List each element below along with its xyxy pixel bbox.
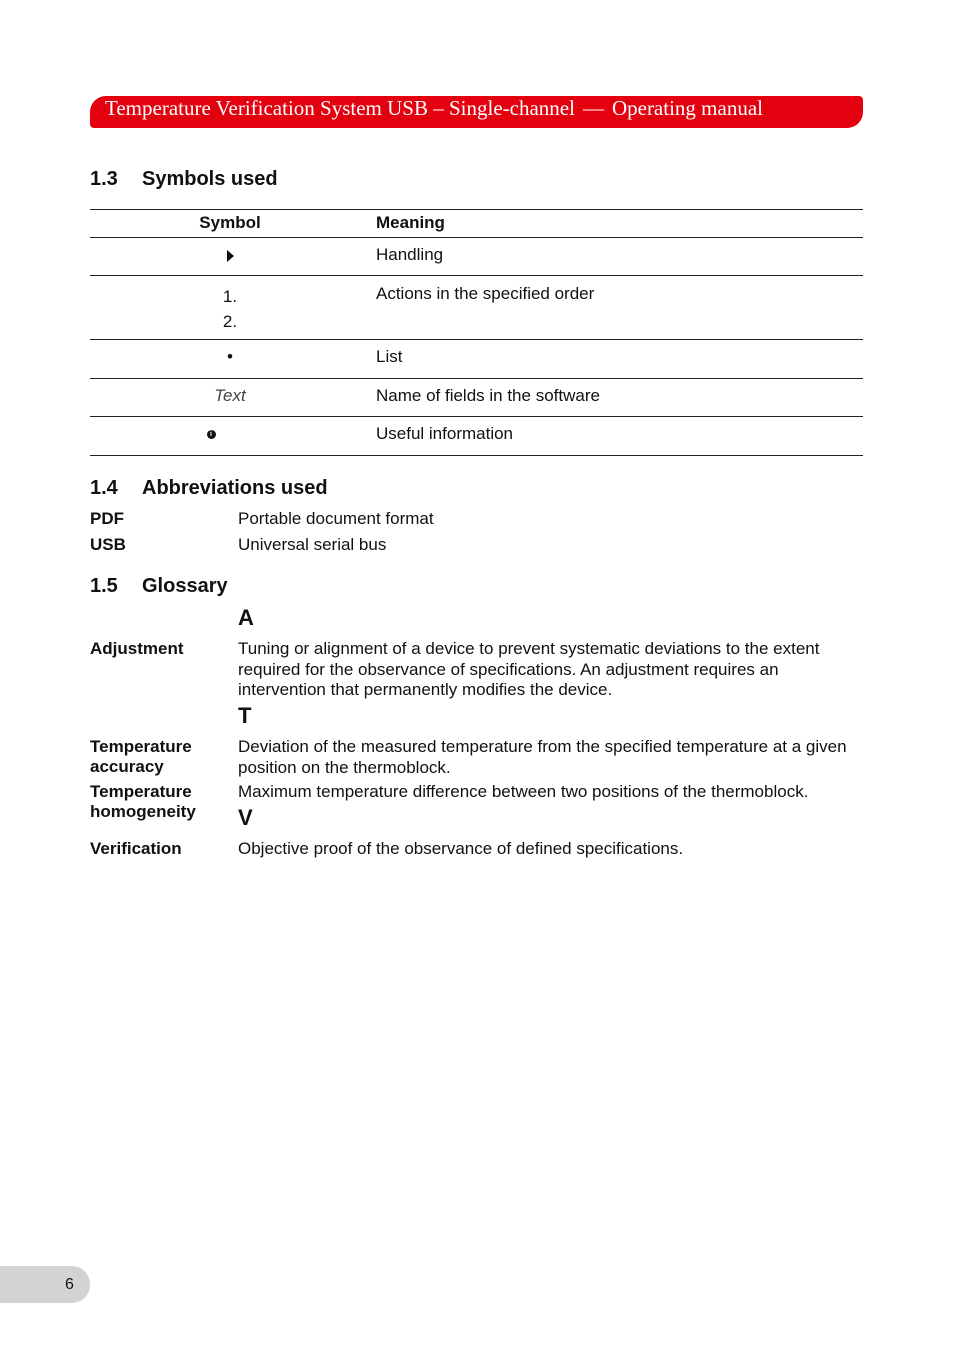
section-number: 1.3 (90, 168, 118, 190)
meaning-cell: List (370, 340, 863, 379)
abbreviation-term: PDF (90, 509, 124, 528)
section-title: Abbreviations used (142, 477, 328, 499)
header-title: Temperature Verification System USB – Single-channel (105, 96, 575, 120)
page-number-tab (0, 1266, 90, 1303)
abbreviation-term: USB (90, 535, 126, 554)
table-row (90, 340, 863, 379)
meaning-cell: Name of fields in the software (370, 379, 863, 417)
page-number: 6 (65, 1276, 74, 1293)
column-header-symbol: Symbol (90, 210, 370, 238)
glossary-letter: T (238, 703, 252, 728)
header-subtitle: Operating manual (611, 96, 763, 120)
section-number: 1.5 (90, 575, 118, 597)
column-header-meaning: Meaning (370, 210, 863, 238)
abbreviation-definition: Portable document format (238, 509, 434, 528)
table-row (90, 379, 863, 417)
table-row (90, 238, 863, 276)
glossary-term-line: accuracy (90, 757, 164, 776)
symbol-cell: • (90, 340, 370, 379)
section-heading-1-3 (90, 167, 278, 191)
ordered-list-symbol (223, 284, 237, 334)
ordered-item-1: 1. (222, 287, 238, 306)
table-row (90, 417, 863, 456)
meaning-cell: Actions in the specified order (370, 276, 863, 340)
symbol-cell (90, 276, 370, 340)
glossary-term: Verification (90, 839, 182, 858)
section-heading-1-4 (90, 476, 328, 500)
abbreviation-definition: Universal serial bus (238, 535, 387, 554)
glossary-term-line: Temperature (90, 782, 192, 801)
header-banner (90, 96, 863, 128)
symbols-table (90, 209, 863, 456)
glossary-definition: Objective proof of the observance of defined specifications. (238, 839, 684, 858)
glossary-term (90, 737, 230, 777)
section-title: Glossary (142, 575, 228, 597)
glossary-definition: Deviation of the measured temperature from the specified temperature at a given position on the thermoblock. (238, 737, 847, 777)
ordered-item-2: 2. (222, 312, 238, 331)
triangle-right-icon (227, 250, 234, 262)
header-separator: — (582, 96, 604, 120)
table-row (90, 276, 863, 340)
section-title: Symbols used (142, 168, 278, 190)
glossary-definition: Maximum temperature difference between two positions of the thermoblock. (238, 782, 809, 801)
glossary-letter: A (238, 605, 254, 630)
glossary-term-line: homogeneity (90, 802, 196, 821)
symbol-cell: Text (90, 379, 370, 417)
symbol-cell (90, 238, 370, 276)
glossary-term-line: Temperature (90, 737, 192, 756)
symbol-cell (90, 417, 370, 456)
info-icon: i (207, 430, 216, 439)
section-heading-1-5 (90, 574, 228, 598)
glossary-letter: V (238, 805, 253, 830)
glossary-term: Adjustment (90, 639, 184, 658)
glossary-term (90, 782, 230, 822)
table-header-row (90, 210, 863, 238)
meaning-cell: Useful information (370, 417, 863, 456)
section-number: 1.4 (90, 477, 118, 499)
meaning-cell: Handling (370, 238, 863, 276)
glossary-definition: Tuning or alignment of a device to prevent systematic deviations to the extent required for the observance of specifications. An adjustment requires an intervention that permanently modifies the device. (238, 639, 820, 699)
